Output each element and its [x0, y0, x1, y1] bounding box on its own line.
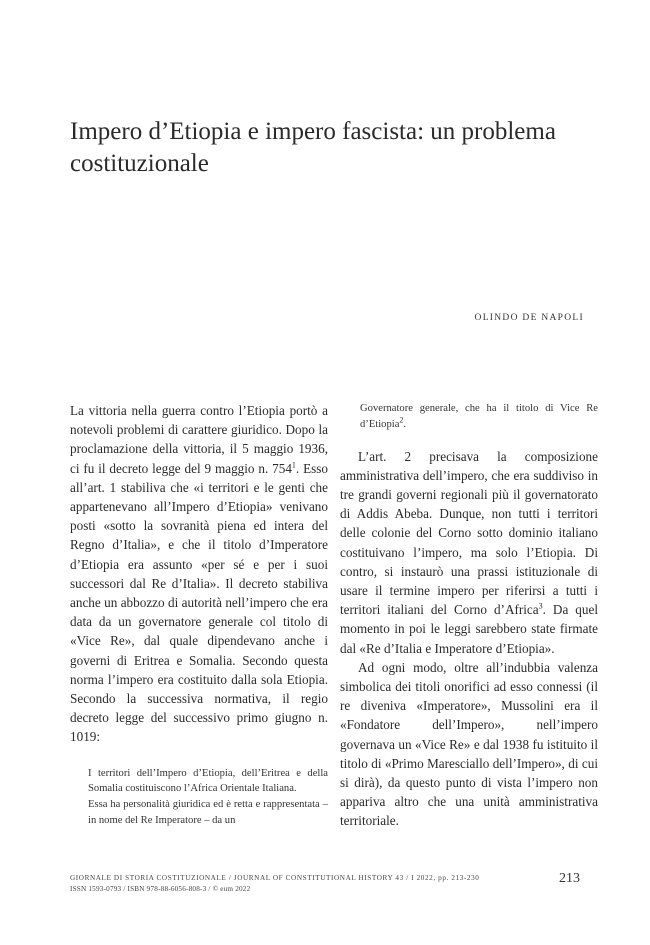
journal-footer — [70, 873, 590, 895]
block-quote-continued: Governatore generale, che ha il titolo di Vice Re d’Etiopia$^2$. — [360, 403, 598, 430]
paragraph-2: L’art. 2 precisava la composizione amministrativa dell’impero, che era suddiviso in tre grandi governi regionali più il governatorato di Addis Abeba. Dunque, non tutti i territori delle colonie del Corno sotto dominio italiano costituivano l’impero, ma solo l’Etiopia. Di contro, si instaurò una prassi istituzionale di usare il termine impero per riferirsi a tutti i territori italiani del Corno d’Africa$^3$. Da quel momento in poi le leggi sarebbero state firmate dal «Re d’Italia e Imperatore d’Etiopia». — [340, 448, 598, 656]
footnote-ref-1[interactable]: 1 — [291, 460, 296, 470]
paragraph-1: La vittoria nella guerra contro l’Etiopia portò a notevoli problemi di carattere giuridico. Dopo la proclamazione della vittoria, il 5 maggio 1936, ci fu il decreto legge del 9 maggio n. $754^1$. Esso all’art. 1 stabiliva che «i territori e le genti che appartenevano all’Impero d’Etiopia» venivano posti «sotto la sovranità piena ed intera del Regno d’Italia», e che il titolo d’Imperatore d’Etiopia era assunto «per sé e per i suoi successori dal Re d’Italia». Il decreto stabiliva anche un abbozzo di autorità nell’impero che era data da un governatore generale col titolo di «Vice Re», dal quale dipendevano anche i governi di Eritrea e Somalia. Secondo questa norma l’impero era costituito dalla sola Etiopia. Secondo la successiva normativa, il regio decreto legge del successivo primo giugno n. 1019: — [70, 403, 328, 745]
footnote-ref-2[interactable]: 2 — [399, 415, 404, 425]
footnote-ref-3[interactable]: 3 — [538, 601, 543, 611]
author-name: OLINDO DE NAPOLI — [474, 313, 584, 323]
article-title: Impero d’Etiopia e impero fascista: un problema costituzionale — [70, 118, 556, 177]
right-column — [340, 401, 598, 831]
quote-line-1: I territori dell’Impero d’Etiopia, dell’Eritrea e della Somalia costituiscono l’Africa Orientale Italiana. — [88, 767, 328, 795]
left-column — [70, 401, 328, 829]
quote-line-2: Essa ha personalità giuridica ed è retta e rappresentata – in nome del Re Imperatore – da un — [88, 799, 328, 827]
page-number: 213 — [559, 871, 580, 886]
paragraph-3: Ad ogni modo, oltre all’indubbia valenza simbolica dei titoli onorifici ad esso connessi (il re diveniva «Imperatore», Mussolini era il «Fondatore dell’Impero», nell’impero governava un «Vice Re» e dal 1938 fu istituito il titolo di «Primo Maresciallo dell’Impero», di cui si dirà), da questo punto di vista l’impero non appariva altro che una unità amministrativa territoriale. — [340, 659, 598, 829]
block-quote — [70, 766, 328, 829]
issn-line: ISSN 1593-0793 / ISBN 978-88-6056-808-3 / © eum 2022 — [70, 885, 251, 893]
journal-citation: GIORNALE DI STORIA COSTITUZIONALE / JOURNAL OF CONSTITUTIONAL HISTORY 43 / I 2022, pp. 213-230 — [70, 874, 480, 882]
